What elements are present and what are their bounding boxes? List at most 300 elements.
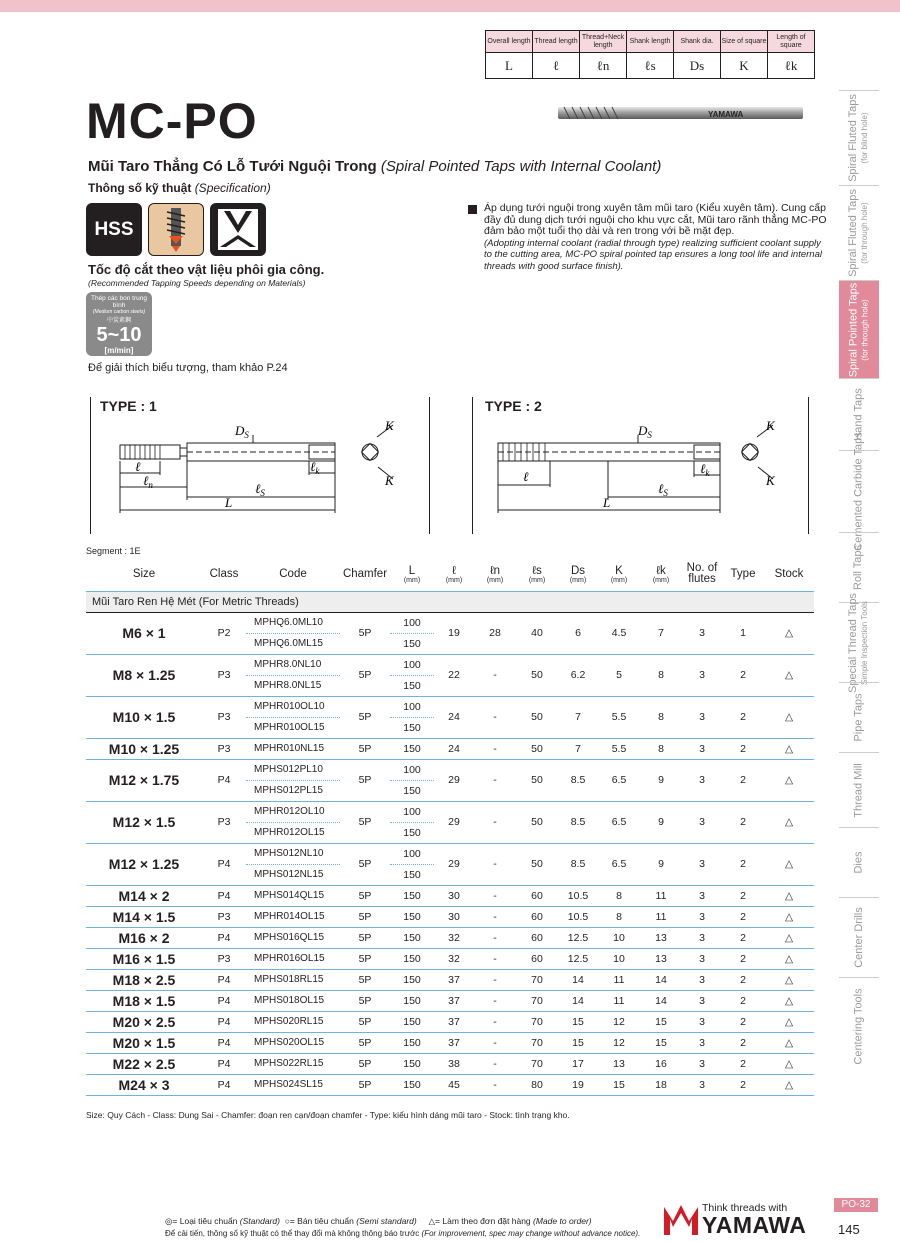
cell-code: MPHR010OL10 — [246, 696, 340, 717]
cell-stock: △ — [764, 906, 814, 927]
cell-ls: 70 — [516, 990, 558, 1011]
side-tab-label: Centering Tools — [852, 988, 865, 1065]
cell-size: M18 × 1.5 — [86, 990, 202, 1011]
cell-ln: 28 — [474, 612, 516, 654]
legend-header: Thread length — [533, 31, 580, 53]
cell-class: P3 — [202, 948, 246, 969]
side-tab-label: Thread Mill — [852, 762, 865, 818]
table-row — [86, 990, 814, 1011]
cell-ls: 60 — [516, 906, 558, 927]
cell-code: MPHS012PL15 — [246, 780, 340, 801]
cell-chamfer: 5P — [340, 906, 390, 927]
cell-chamfer: 5P — [340, 1011, 390, 1032]
cell-l: 29 — [434, 843, 474, 885]
col-k: K (mm) — [598, 558, 640, 591]
cell-size: M20 × 1.5 — [86, 1032, 202, 1053]
cell-class: P4 — [202, 969, 246, 990]
cell-chamfer: 5P — [340, 738, 390, 759]
cell-ln: - — [474, 1011, 516, 1032]
cell-type: 2 — [722, 1053, 764, 1074]
cell-L: 150 — [390, 1011, 434, 1032]
col-ds: Ds (mm) — [558, 558, 598, 591]
cell-type: 2 — [722, 927, 764, 948]
legend-header: Overall length — [486, 31, 533, 53]
cell-ln: - — [474, 759, 516, 801]
cell-type: 2 — [722, 654, 764, 696]
cell-L: 150 — [390, 1074, 434, 1095]
cell-ds: 19 — [558, 1074, 598, 1095]
cell-ds: 15 — [558, 1032, 598, 1053]
cell-L: 150 — [390, 969, 434, 990]
cell-class: P4 — [202, 1032, 246, 1053]
side-tab-label: Spiral Fluted Taps (for through hole) — [847, 189, 870, 277]
cell-ls: 50 — [516, 696, 558, 738]
cell-L: 150 — [390, 948, 434, 969]
cell-lk: 7 — [640, 612, 682, 654]
cell-L: 100 — [390, 612, 434, 633]
cell-flutes: 3 — [682, 738, 722, 759]
cell-ls: 50 — [516, 843, 558, 885]
hss-material-icon: HSS — [86, 203, 142, 256]
col-ls: ℓs (mm) — [516, 558, 558, 591]
cell-ds: 8.5 — [558, 759, 598, 801]
cell-l: 37 — [434, 990, 474, 1011]
cell-L: 100 — [390, 843, 434, 864]
cell-code: MPHQ6.0ML15 — [246, 633, 340, 654]
cell-l: 30 — [434, 885, 474, 906]
cell-flutes: 3 — [682, 801, 722, 843]
svg-text:ℓ: ℓ — [135, 459, 141, 474]
cell-type: 2 — [722, 969, 764, 990]
legend-symbol: ℓn — [580, 53, 627, 79]
cell-k: 5.5 — [598, 696, 640, 738]
cell-chamfer: 5P — [340, 990, 390, 1011]
logo-tagline: Think threads with — [702, 1202, 788, 1214]
cell-size: M14 × 2 — [86, 885, 202, 906]
cell-class: P4 — [202, 843, 246, 885]
side-tab[interactable] — [839, 897, 879, 977]
cell-ds: 6.2 — [558, 654, 598, 696]
cell-L: 150 — [390, 822, 434, 843]
table-row — [86, 612, 814, 633]
col-chamfer: Chamfer — [340, 558, 390, 591]
svg-text:ℓS: ℓ$_S$ — [255, 481, 265, 498]
legend-header: Shank dia. — [674, 31, 721, 53]
cell-lk: 9 — [640, 843, 682, 885]
cell-ls: 50 — [516, 738, 558, 759]
cell-stock: △ — [764, 612, 814, 654]
logo-mark-icon — [664, 1203, 698, 1235]
svg-text:K: K — [385, 418, 394, 433]
cell-flutes: 3 — [682, 612, 722, 654]
cell-code: MPHS020RL15 — [246, 1011, 340, 1032]
cell-lk: 16 — [640, 1053, 682, 1074]
cell-l: 32 — [434, 948, 474, 969]
cell-ln: - — [474, 927, 516, 948]
col-type: Type — [722, 558, 764, 591]
type2-label: TYPE : 2 — [485, 398, 542, 414]
cell-type: 2 — [722, 1011, 764, 1032]
product-description — [468, 203, 830, 272]
cell-chamfer: 5P — [340, 801, 390, 843]
subtitle-vi: Mũi Taro Thẳng Có Lỗ Tưới Nguội Trong — [88, 158, 377, 175]
cell-lk: 13 — [640, 927, 682, 948]
cell-type: 2 — [722, 759, 764, 801]
svg-text:L: L — [225, 495, 233, 510]
cell-lk: 8 — [640, 738, 682, 759]
cell-flutes: 3 — [682, 1032, 722, 1053]
cell-ds: 12.5 — [558, 948, 598, 969]
side-tab-label: Dies — [852, 851, 865, 874]
cell-l: 37 — [434, 969, 474, 990]
cell-l: 29 — [434, 801, 474, 843]
cell-ds: 7 — [558, 738, 598, 759]
cell-type: 2 — [722, 885, 764, 906]
cell-ls: 50 — [516, 654, 558, 696]
cell-size: M6 × 1 — [86, 612, 202, 654]
cell-code: MPHR014OL15 — [246, 906, 340, 927]
svg-text:DS: $D_S$ — [638, 423, 652, 440]
cell-L: 150 — [390, 990, 434, 1011]
cell-type: 2 — [722, 1074, 764, 1095]
cell-code: MPHS020OL15 — [246, 1032, 340, 1053]
side-tab[interactable] — [839, 682, 879, 752]
top-color-bar — [0, 0, 900, 12]
cell-size: M12 × 1.25 — [86, 843, 202, 885]
table-row — [86, 696, 814, 717]
logo-name: YAMAWA — [702, 1212, 807, 1238]
cell-stock: △ — [764, 738, 814, 759]
cell-code: MPHS024SL15 — [246, 1074, 340, 1095]
table-row — [86, 885, 814, 906]
cell-lk: 15 — [640, 1011, 682, 1032]
cell-stock: △ — [764, 990, 814, 1011]
cell-k: 4.5 — [598, 612, 640, 654]
side-tab[interactable] — [839, 532, 879, 602]
side-tab-label: Cemented Carbide Taps — [852, 432, 865, 551]
cell-stock: △ — [764, 1053, 814, 1074]
cell-flutes: 3 — [682, 927, 722, 948]
cell-class: P4 — [202, 1053, 246, 1074]
cell-lk: 18 — [640, 1074, 682, 1095]
table-row — [86, 906, 814, 927]
cell-chamfer: 5P — [340, 654, 390, 696]
section-row — [86, 591, 814, 612]
tap-spec-table — [86, 558, 814, 1096]
cell-chamfer: 5P — [340, 759, 390, 801]
cell-class: P4 — [202, 885, 246, 906]
svg-text:L: L — [603, 495, 611, 510]
cell-ln: - — [474, 969, 516, 990]
cutting-speed-badge — [86, 292, 152, 356]
cell-k: 10 — [598, 927, 640, 948]
cell-k: 6.5 — [598, 801, 640, 843]
legend-symbol: K — [721, 53, 768, 79]
cell-code: MPHS018OL15 — [246, 990, 340, 1011]
cell-lk: 11 — [640, 885, 682, 906]
cell-size: M10 × 1.25 — [86, 738, 202, 759]
cell-l: 32 — [434, 927, 474, 948]
cell-class: P3 — [202, 738, 246, 759]
side-tab[interactable] — [839, 280, 879, 378]
cell-code: MPHS014QL15 — [246, 885, 340, 906]
cell-L: 150 — [390, 738, 434, 759]
cell-type: 2 — [722, 990, 764, 1011]
segment-label: Segment : 1E — [86, 546, 141, 556]
legend-symbol: L — [486, 53, 533, 79]
col-ln: ℓn (mm) — [474, 558, 516, 591]
cell-type: 2 — [722, 843, 764, 885]
svg-text:K: K — [385, 473, 394, 488]
col-code: Code — [246, 558, 340, 591]
cell-ds: 10.5 — [558, 906, 598, 927]
speed-unit: [m/min] — [104, 346, 134, 355]
cell-code: MPHR8.0NL10 — [246, 654, 340, 675]
cell-L: 150 — [390, 633, 434, 654]
legend-header: Length of square — [768, 31, 815, 53]
cell-l: 37 — [434, 1032, 474, 1053]
cell-lk: 14 — [640, 990, 682, 1011]
cell-type: 2 — [722, 906, 764, 927]
table-header-row — [86, 558, 814, 591]
side-tab-label: Spiral Pointed Taps (for through hole) — [847, 282, 869, 377]
internal-coolant-icon — [148, 203, 204, 256]
cell-size: M8 × 1.25 — [86, 654, 202, 696]
tool-brand-marking: YAMAWA — [708, 110, 744, 119]
cell-l: 19 — [434, 612, 474, 654]
cell-class: P3 — [202, 801, 246, 843]
speed-value: 5~10 — [96, 324, 142, 346]
page-subtitle — [88, 158, 661, 175]
description-en: (Adopting internal coolant (radial through type) realizing sufficient coolant supply to the cutting area, MC-PO spiral pointed tap ensures a long tool life and internal threads with good surface finish). — [484, 237, 822, 272]
col-L: L (mm) — [390, 558, 434, 591]
cell-flutes: 3 — [682, 843, 722, 885]
type1-tap-drawing — [95, 415, 425, 525]
side-tab-label: Center Drills — [852, 907, 865, 968]
cell-flutes: 3 — [682, 906, 722, 927]
cell-lk: 13 — [640, 948, 682, 969]
cell-chamfer: 5P — [340, 696, 390, 738]
spiral-point-icon — [210, 203, 266, 256]
cell-class: P4 — [202, 990, 246, 1011]
side-tab-label: Spiral Fluted Taps (for blind hole) — [847, 94, 870, 182]
cell-l: 29 — [434, 759, 474, 801]
table-row — [86, 759, 814, 780]
legend-symbol: ℓ — [533, 53, 580, 79]
col-lk: ℓk (mm) — [640, 558, 682, 591]
cell-k: 10 — [598, 948, 640, 969]
cell-code: MPHS022RL15 — [246, 1053, 340, 1074]
cell-k: 15 — [598, 1074, 640, 1095]
cell-flutes: 3 — [682, 1053, 722, 1074]
side-tab-label: Hand Taps — [852, 388, 865, 441]
page-number: 145 — [838, 1222, 860, 1237]
cell-class: P3 — [202, 906, 246, 927]
cell-flutes: 3 — [682, 990, 722, 1011]
cell-ln: - — [474, 1032, 516, 1053]
side-tab[interactable] — [839, 90, 879, 185]
cell-type: 2 — [722, 801, 764, 843]
cell-lk: 11 — [640, 906, 682, 927]
cell-flutes: 3 — [682, 969, 722, 990]
spec-vi: Thông số kỹ thuật — [88, 181, 192, 195]
cell-flutes: 3 — [682, 1011, 722, 1032]
cell-L: 150 — [390, 906, 434, 927]
cell-ln: - — [474, 1053, 516, 1074]
col-l: ℓ (mm) — [434, 558, 474, 591]
cell-class: P3 — [202, 696, 246, 738]
cell-size: M22 × 2.5 — [86, 1053, 202, 1074]
cell-code: MPHS018RL15 — [246, 969, 340, 990]
cell-l: 24 — [434, 738, 474, 759]
cell-ln: - — [474, 801, 516, 843]
cell-k: 13 — [598, 1053, 640, 1074]
cell-class: P4 — [202, 927, 246, 948]
cell-chamfer: 5P — [340, 927, 390, 948]
side-tab[interactable] — [839, 752, 879, 827]
table-row — [86, 654, 814, 675]
cell-stock: △ — [764, 1074, 814, 1095]
cell-l: 45 — [434, 1074, 474, 1095]
table-row — [86, 1032, 814, 1053]
speed-material-jp: 中炭素鋼 — [106, 318, 131, 324]
cell-ln: - — [474, 1074, 516, 1095]
cell-code: MPHS012NL10 — [246, 843, 340, 864]
cell-type: 2 — [722, 948, 764, 969]
cell-code: MPHR8.0NL15 — [246, 675, 340, 696]
table-row — [86, 969, 814, 990]
col-class: Class — [202, 558, 246, 591]
cell-class: P4 — [202, 1011, 246, 1032]
cell-ds: 17 — [558, 1053, 598, 1074]
cell-l: 38 — [434, 1053, 474, 1074]
cell-chamfer: 5P — [340, 948, 390, 969]
cell-lk: 9 — [640, 759, 682, 801]
table-row — [86, 843, 814, 864]
svg-text:ℓk: ℓ$_k$ — [310, 459, 320, 476]
cell-stock: △ — [764, 969, 814, 990]
svg-text:DS: $D_S$ — [235, 423, 249, 440]
table-row — [86, 1074, 814, 1095]
cell-stock: △ — [764, 696, 814, 738]
speed-material-en: (Medium carbon steels) — [92, 309, 146, 315]
cell-ds: 6 — [558, 612, 598, 654]
description-vi: Áp dụng tưới nguội trong xuyên tâm mũi taro (Kiểu xuyên tâm). Cung cấp đầy đủ dung dịch tưới nguội cho khu vực cắt, Mũi taro rãnh thẳng MC-PO đảm bảo một tuổi thọ dài và ren trong với bề mặt đẹp. — [484, 202, 827, 237]
cell-size: M20 × 2.5 — [86, 1011, 202, 1032]
cell-chamfer: 5P — [340, 1053, 390, 1074]
cell-ln: - — [474, 990, 516, 1011]
cell-chamfer: 5P — [340, 885, 390, 906]
cell-ds: 14 — [558, 969, 598, 990]
type1-label: TYPE : 1 — [100, 398, 157, 414]
cell-ds: 8.5 — [558, 801, 598, 843]
cell-size: M16 × 1.5 — [86, 948, 202, 969]
cell-code: MPHQ6.0ML10 — [246, 612, 340, 633]
cell-ln: - — [474, 843, 516, 885]
cell-chamfer: 5P — [340, 612, 390, 654]
table-row — [86, 738, 814, 759]
cell-lk: 8 — [640, 696, 682, 738]
cell-size: M14 × 1.5 — [86, 906, 202, 927]
cell-ds: 10.5 — [558, 885, 598, 906]
cell-L: 100 — [390, 696, 434, 717]
side-tab[interactable] — [839, 592, 879, 693]
svg-text:ℓ: ℓ — [523, 469, 529, 484]
spec-change-note: Để cải tiến, thông số kỹ thuật có thể thay đổi mà không thông báo trước (For improvement, spec may change without advance notice). — [165, 1229, 641, 1238]
cell-ln: - — [474, 696, 516, 738]
cell-flutes: 3 — [682, 885, 722, 906]
cell-flutes: 3 — [682, 948, 722, 969]
legend-symbol: Ds — [674, 53, 721, 79]
side-tab[interactable] — [839, 432, 879, 551]
cell-ln: - — [474, 654, 516, 696]
col-stock: Stock — [764, 558, 814, 591]
cell-chamfer: 5P — [340, 843, 390, 885]
cell-k: 12 — [598, 1011, 640, 1032]
cell-L: 150 — [390, 885, 434, 906]
cell-L: 150 — [390, 717, 434, 738]
cell-l: 30 — [434, 906, 474, 927]
cell-L: 150 — [390, 1053, 434, 1074]
side-tab[interactable] — [839, 185, 879, 280]
cell-ls: 70 — [516, 1053, 558, 1074]
cutting-speed-heading-vi: Tốc độ cắt theo vật liệu phôi gia công. — [88, 262, 325, 277]
subtitle-en: (Spiral Pointed Taps with Internal Coolant) — [380, 158, 662, 175]
specification-heading — [88, 181, 271, 195]
svg-text:K: K — [766, 473, 775, 488]
table-row — [86, 801, 814, 822]
cell-lk: 14 — [640, 969, 682, 990]
table-row — [86, 1011, 814, 1032]
cell-stock: △ — [764, 927, 814, 948]
cell-size: M18 × 2.5 — [86, 969, 202, 990]
cell-class: P3 — [202, 654, 246, 696]
page-title: MC-PO — [86, 93, 258, 149]
cell-ds: 12.5 — [558, 927, 598, 948]
cell-l: 37 — [434, 1011, 474, 1032]
tap-product-image — [558, 104, 803, 122]
table-footnote: Size: Quy Cách - Class: Dung Sai - Chamfer: đoạn ren cạn/đoạn chamfer - Type: kiểu hình dáng mũi taro - Stock: tình trạng kho. — [86, 1110, 570, 1120]
cell-l: 22 — [434, 654, 474, 696]
cell-ds: 8.5 — [558, 843, 598, 885]
cell-code: MPHS012NL15 — [246, 864, 340, 885]
cell-ls: 60 — [516, 927, 558, 948]
side-tab[interactable] — [839, 977, 879, 1075]
cell-ln: - — [474, 738, 516, 759]
svg-text:ℓk: ℓ$_k$ — [700, 461, 710, 478]
cell-flutes: 3 — [682, 696, 722, 738]
cell-flutes: 3 — [682, 759, 722, 801]
side-tab[interactable] — [839, 827, 879, 897]
cell-L: 100 — [390, 801, 434, 822]
cell-ls: 50 — [516, 801, 558, 843]
side-tab-label: Pipe Taps — [852, 693, 865, 742]
cell-lk: 15 — [640, 1032, 682, 1053]
cell-k: 11 — [598, 969, 640, 990]
cell-stock: △ — [764, 885, 814, 906]
cell-k: 5.5 — [598, 738, 640, 759]
symbol-reference-note: Để giải thích biểu tượng, tham khảo P.24 — [88, 362, 288, 374]
cell-L: 100 — [390, 759, 434, 780]
col-flutes: No. of flutes — [682, 558, 722, 591]
cell-chamfer: 5P — [340, 1074, 390, 1095]
cell-k: 5 — [598, 654, 640, 696]
page-code: PO-32 — [834, 1198, 878, 1212]
cell-L: 150 — [390, 864, 434, 885]
cell-k: 12 — [598, 1032, 640, 1053]
cell-ds: 15 — [558, 1011, 598, 1032]
cell-ls: 40 — [516, 612, 558, 654]
